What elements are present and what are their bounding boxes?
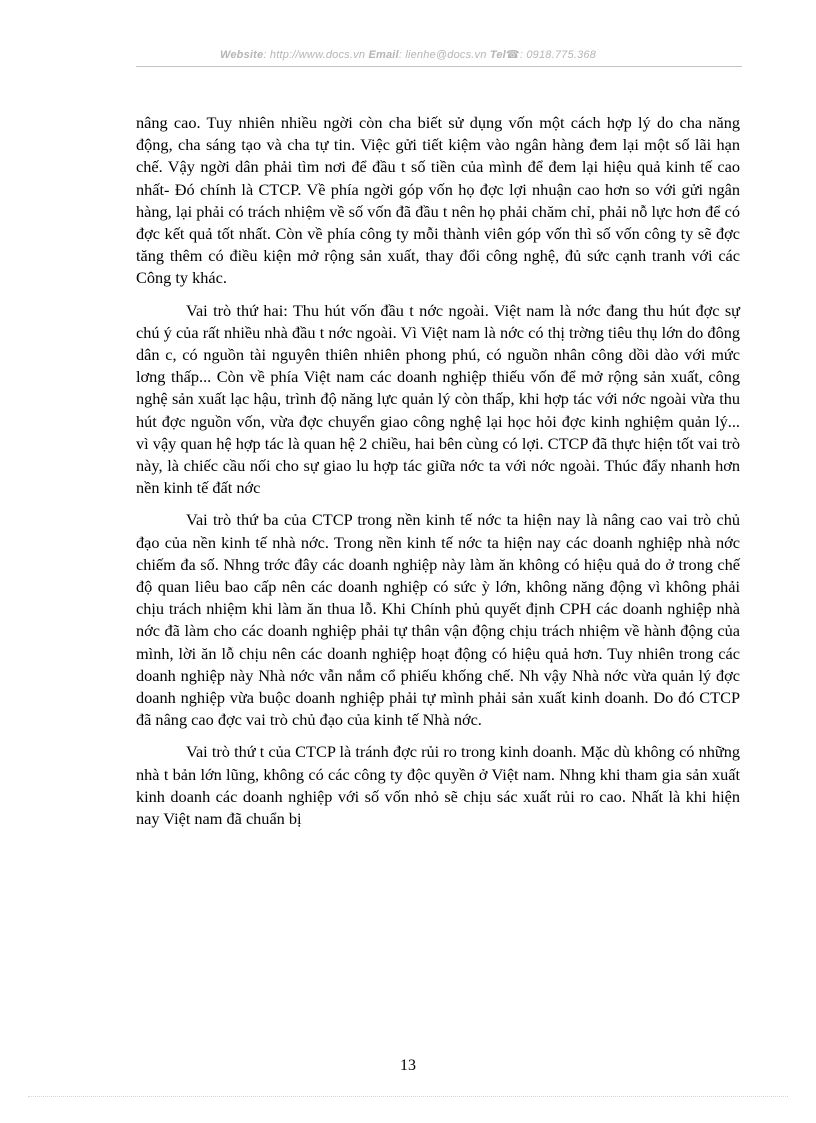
website-value: : http://www.docs.vn <box>263 49 366 61</box>
email-value: : lienhe@docs.vn <box>398 49 487 61</box>
page-header <box>0 48 816 61</box>
header-divider <box>136 66 742 67</box>
email-label: Email <box>368 49 399 61</box>
document-body <box>136 112 740 840</box>
footer-divider <box>28 1096 788 1097</box>
tel-label: Tel <box>489 49 506 61</box>
website-label: Website <box>219 49 264 61</box>
paragraph-role-four: Vai trò thứ t của CTCP là tránh đợc rủi ro trong kinh doanh. Mặc dù không có những nhà t bản lớn lũng, không có các công ty độc quyền ở Việt nam. Nhng khi tham gia sản xuất kinh doanh các doanh nghiệp với số vốn nhỏ sẽ chịu sác xuất rủi ro cao. Nhất là khi hiện nay Việt nam đã chuẩn bị <box>136 742 740 829</box>
paragraph-role-three: Vai trò thứ ba của CTCP trong nền kinh tế nớc ta hiện nay là nâng cao vai trò chủ đạo của nền kinh tế nhà nớc. Trong nền kinh tế nớc ta hiện nay các doanh nghiệp nhà nớc chiếm đa số. Nhng trớc đây các doanh nghiệp này làm ăn không có hiệu quả do ở trong chế độ quan liêu bao cấp nên các doanh nghiệp có sức ỳ lớn, không năng động vì không phải chịu trách nhiệm khi làm ăn thua lỗ. Khi Chính phủ quyết định CPH các doanh nghiệp nhà nớc đã làm cho các doanh nghiệp phải tự thân vận động chịu trách nhiệm về hành động của mình, lời ăn lỗ chịu nên các doanh nghiệp hoạt động có hiệu quả hơn. Tuy nhiên trong các doanh nghiệp này Nhà nớc vẫn nắm cổ phiếu khống chế. Nh vậy Nhà nớc vừa quản lý đợc doanh nghiệp vừa buộc doanh nghiệp phải tự mình phải sản xuất kinh doanh. Do đó CTCP đã nâng cao đợc vai trò chủ đạo của kinh tế Nhà nớc. <box>136 510 740 730</box>
paragraph-continuation: nâng cao. Tuy nhiên nhiều ngời còn cha biết sử dụng vốn một cách hợp lý do cha năng động, cha sáng tạo và cha tự tin. Việc gửi tiết kiệm vào ngân hàng đem lại một số lãi hạn chế. Vậy ngời dân phải tìm nơi để đầu t số tiền của mình để đem lại hiệu quả kinh tế cao nhất- Đó chính là CTCP. Về phía ngời góp vốn họ đợc lợi nhuận cao hơn so với gửi ngân hàng, lại phải có trách nhiệm về số vốn đã đầu t nên họ phải chăm chỉ, phải nỗ lực hơn để có đợc kết quả tốt nhất. Còn về phía công ty mỗi thành viên góp vốn thì số vốn công ty sẽ đợc tăng thêm có điều kiện mở rộng sản xuất, thay đổi công nghệ, đủ sức cạnh tranh với các Công ty khác. <box>136 113 740 288</box>
tel-value: ☎: 0918.775.368 <box>505 49 597 61</box>
paragraph-role-two: Vai trò thứ hai: Thu hút vốn đầu t nớc ngoài. Việt nam là nớc đang thu hút đợc sự chú ý của rất nhiều nhà đầu t nớc ngoài. Vì Việt nam là nớc có thị trờng tiêu thụ lớn do đông dân c, có nguồn tài nguyên thiên nhiên phong phú, có nguồn nhân công dồi dào với mức lơng thấp... Còn về phía Việt nam các doanh nghiệp thiếu vốn để mở rộng sản xuất, công nghệ sản xuất lạc hậu, trình độ năng lực quản lý còn thấp, khi hợp tác với nớc ngoài vừa thu hút đợc nguồn vốn, vừa đợc chuyển giao công nghệ lại học hỏi đợc kinh nghiệm quản lý... vì vậy quan hệ hợp tác là quan hệ 2 chiều, hai bên cùng có lợi. CTCP đã thực hiện tốt vai trò này, là chiếc cầu nối cho sự giao lu hợp tác giữa nớc ta với nớc ngoài. Thúc đẩy nhanh hơn nền kinh tế đất nớc <box>136 300 740 498</box>
page-number: 13 <box>400 1057 416 1074</box>
